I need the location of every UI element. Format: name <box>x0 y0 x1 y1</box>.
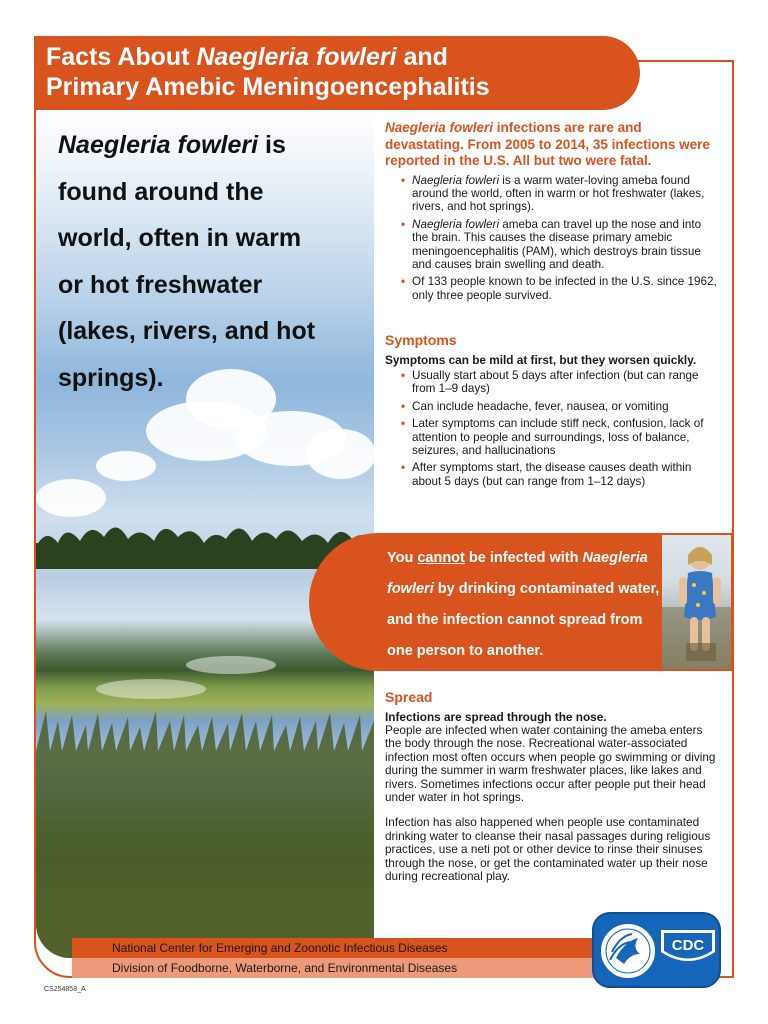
intro-line <box>58 122 358 169</box>
list-item <box>385 174 720 214</box>
overview-bullets <box>385 174 720 303</box>
callout-banner <box>309 533 733 671</box>
spread-paragraph: Infection has also happened when people use contaminated drinking water to cleanse their nasal passages during religious practices, use a neti pot or other device to rinse their sinuses through the nose, or get the contaminated water up their nose during recreational play. <box>385 815 711 884</box>
spread-section <box>385 688 720 883</box>
child-photo <box>662 535 731 669</box>
hhs-cdc-logo <box>592 912 721 988</box>
callout-emphasis: cannot <box>417 550 465 566</box>
list-item: • After symptoms start, the disease causes death within about 5 days (but can range from 1–12 days) <box>385 461 720 488</box>
intro-line: found around the <box>58 177 264 206</box>
symptoms-bullets <box>385 369 720 488</box>
footer-center-name: National Center for Emerging and Zoonotic Infectious Diseases <box>112 941 448 955</box>
lead-text: infections are rare and devastating. From 2005 to 2014, 35 infections were reported in the U.S. All but two were fatal. <box>385 120 710 168</box>
intro-italic: Naegleria fowleri <box>58 131 259 159</box>
title-italic: Naegleria fowleri <box>196 43 397 71</box>
intro-statement <box>58 122 358 401</box>
spread-paragraph: People are infected when water containing the ameba enters the body through the nose. Recreational water-associated infection most often occurs when people go swimming or diving during the summer in warm freshwater places, like lakes and rivers. Sometimes infections occur after people put their head under water in hot springs. <box>385 723 716 805</box>
title-text: and <box>396 43 448 71</box>
intro-line: or hot freshwater <box>58 270 263 299</box>
bullet-italic: Naegleria fowleri <box>412 217 500 231</box>
spread-subheading: Infections are spread through the nose. <box>385 710 607 724</box>
title-text: Facts About <box>46 43 197 71</box>
lead-italic: Naegleria fowleri <box>385 120 494 135</box>
intro-text: is <box>258 131 286 159</box>
spread-heading: Spread <box>385 689 433 705</box>
callout-part: be infected with <box>464 550 583 566</box>
list-item: • Usually start about 5 days after infection (but can range from 1–9 days) <box>385 369 720 396</box>
bullet-text: ameba can travel up the nose and into the brain. This causes the disease primary amebic meningoencephalitis (PAM), which destroys brain tissue and causes brain swelling and death. <box>412 217 702 271</box>
cdc-logo-icon <box>661 930 715 970</box>
reeds <box>36 711 374 958</box>
publication-code: CS254858_A <box>44 986 86 993</box>
page-title <box>34 36 640 110</box>
list-item <box>385 218 720 272</box>
cloud <box>96 451 156 481</box>
cdc-logo-text: CDC <box>671 937 705 954</box>
list-item: • Later symptoms can include stiff neck, confusion, lack of attention to people and surroundings, loss of balance, seizures, and hallucinations <box>385 417 720 457</box>
title-line-1 <box>46 42 640 72</box>
list-item <box>385 275 720 302</box>
bullet-italic: Naegleria fowleri <box>412 173 500 187</box>
intro-line: world, often in warm <box>58 224 302 252</box>
symptoms-subheading: Symptoms can be mild at first, but they worsen quickly. <box>385 353 697 367</box>
intro-line: (lakes, rivers, and hot <box>58 317 316 345</box>
child-figure <box>662 535 731 669</box>
callout-italic: Naegleria fowleri <box>387 550 648 597</box>
cloud-reflection <box>186 656 276 674</box>
bullet-text: Of 133 people known to be infected in the U.S. since 1962, only three people survived. <box>412 275 717 302</box>
overview-section <box>385 120 720 306</box>
cloud <box>36 479 106 517</box>
intro-line: springs). <box>58 363 164 392</box>
symptoms-section <box>385 331 720 492</box>
bullet-text: is a warm water-loving ameba found around the world, often in warm or hot freshwater (lakes, rivers, and hot springs). <box>412 173 705 214</box>
list-item: • Can include headache, fever, nausea, or vomiting <box>385 400 720 413</box>
title-line-2: Primary Amebic Meningoencephalitis <box>46 73 490 101</box>
cloud-reflection <box>96 679 206 699</box>
callout-part: by drinking contaminated water, and the infection cannot spread from one person to another. <box>387 581 660 659</box>
overview-lead <box>385 120 720 170</box>
callout-part: You <box>387 550 418 566</box>
cloud <box>306 429 374 479</box>
footer-division-name: Division of Foodborne, Waterborne, and Environmental Diseases <box>112 961 458 975</box>
callout-text <box>387 543 665 667</box>
symptoms-heading: Symptoms <box>385 332 457 348</box>
